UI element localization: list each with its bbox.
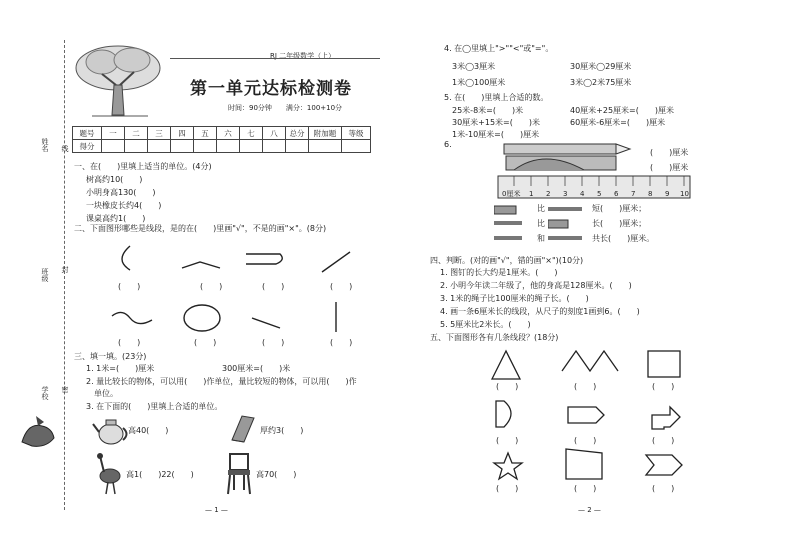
score-input[interactable] — [125, 140, 148, 153]
ostrich-label: 高1( )22( ) — [126, 470, 194, 479]
compare-icons — [494, 204, 554, 246]
compare-text: 长( )厘米； — [592, 219, 647, 228]
left-page-number: — 1 — — [205, 506, 228, 514]
q6-title: 6. — [444, 140, 452, 149]
score-input[interactable] — [148, 140, 171, 153]
judge-item: 3. 1米的绳子比100厘米的绳子长。( ) — [440, 294, 589, 303]
score-cell: 四 — [171, 127, 194, 140]
score-input[interactable] — [194, 140, 217, 153]
q1-item: 小明身高130( ) — [86, 188, 156, 197]
shapes-figure — [486, 345, 698, 495]
chair-illustration — [224, 452, 254, 496]
score-cell: 五 — [194, 127, 217, 140]
q2-answer-blank[interactable]: ( ) — [200, 282, 223, 291]
score-cell: 一 — [102, 127, 125, 140]
ruler-tick: 3 — [563, 190, 568, 198]
score-input[interactable] — [217, 140, 240, 153]
side-label-name: 姓名 — [41, 138, 49, 152]
judge-title: 四、判断。(对的画"√"，错的画"×")(10分) — [430, 256, 584, 265]
side-label-line: 线 — [61, 145, 69, 152]
score-cell: 得分 — [73, 140, 102, 153]
time-info: 时间：90分钟 满分：100+10分 — [228, 104, 343, 112]
q2-answer-blank[interactable]: ( ) — [262, 338, 285, 347]
teapot-illustration — [92, 414, 130, 446]
binding-line — [64, 40, 65, 510]
q1-title: 一、在( )里填上适当的单位。(4分) — [74, 162, 212, 171]
side-label-school: 学校 — [41, 386, 49, 400]
ostrich-illustration — [94, 452, 124, 496]
teapot-label: 高40( ) — [128, 426, 169, 435]
score-cell: 六 — [217, 127, 240, 140]
exam-title: 第一单元达标检测卷 — [190, 79, 352, 99]
side-label-class: 班级 — [41, 268, 49, 282]
shape-answer-blank[interactable]: ( ) — [574, 484, 597, 493]
side-label-secret: 密 — [61, 386, 69, 393]
score-cell: 七 — [240, 127, 263, 140]
compare-text: 比 — [537, 219, 545, 228]
shape-answer-blank[interactable]: ( ) — [496, 484, 519, 493]
shape-answer-blank[interactable]: ( ) — [574, 382, 597, 391]
score-input[interactable] — [102, 140, 125, 153]
score-cell: 三 — [148, 127, 171, 140]
mascot-illustration — [18, 414, 58, 450]
q5-title: 5. 在( )里填上合适的数。 — [444, 93, 549, 102]
ruler-tick: 0厘米 — [502, 190, 521, 198]
ruler-tick: 7 — [631, 190, 636, 198]
q5-item: 25米-8米=( )米 — [452, 106, 524, 115]
shape-answer-blank[interactable]: ( ) — [652, 436, 675, 445]
score-input[interactable] — [342, 140, 371, 153]
q5-shapes-title: 五、下面图形各有几条线段？(18分) — [430, 333, 559, 342]
q1-item: 课桌高约1( ) — [86, 214, 146, 223]
shape-answer-blank[interactable]: ( ) — [496, 436, 519, 445]
q5-item: 1米-10厘米=( )厘米 — [452, 130, 540, 139]
score-header-row — [73, 127, 371, 140]
q4-item: 1米◯100厘米 — [452, 78, 506, 87]
ruler-tick: 2 — [546, 190, 551, 198]
ruler-length: ( )厘米 — [650, 163, 689, 172]
q3-line1a: 1. 1米=( )厘米 — [86, 364, 155, 373]
q4-item: 30厘米◯29厘米 — [570, 62, 632, 71]
judge-item: 2. 小明今年读二年级了，他的身高是128厘米。( ) — [440, 281, 632, 290]
q2-answer-blank[interactable]: ( ) — [118, 338, 141, 347]
q3-line3: 3. 在下面的( )里填上合适的单位。 — [86, 402, 223, 411]
score-input[interactable] — [263, 140, 286, 153]
book-illustration — [228, 414, 256, 444]
judge-item: 1. 图钉的长大约是1厘米。( ) — [440, 268, 558, 277]
ruler-tick: 6 — [614, 190, 619, 198]
judge-item: 4. 画一条6厘米长的线段，从尺子的刻度1画到6。( ) — [440, 307, 640, 316]
header-rule — [170, 58, 380, 59]
q5-item: 40厘米+25厘米=( )厘米 — [570, 106, 675, 115]
compare-text: 共长( )厘米。 — [592, 234, 655, 243]
score-cell: 题号 — [73, 127, 102, 140]
q4-item: 3米◯3厘米 — [452, 62, 496, 71]
right-page-number: — 2 — — [578, 506, 601, 514]
shape-answer-blank[interactable]: ( ) — [652, 484, 675, 493]
ruler-tick: 9 — [665, 190, 670, 198]
ruler-tick: 5 — [597, 190, 602, 198]
ruler-tick: 8 — [648, 190, 653, 198]
q5-item: 30厘米+15米=( )米 — [452, 118, 541, 127]
q3-line1b: 300厘米=( )米 — [222, 364, 291, 373]
compare-text: 比 — [537, 204, 545, 213]
q2-answer-blank[interactable]: ( ) — [194, 338, 217, 347]
score-table — [72, 126, 371, 153]
shape-answer-blank[interactable]: ( ) — [574, 436, 597, 445]
q3-title: 三、填一填。(23分) — [74, 352, 147, 361]
book-label: 厚约3( ) — [260, 426, 304, 435]
side-label-seal: 封 — [61, 266, 69, 273]
score-input[interactable] — [240, 140, 263, 153]
ruler-tick: 10 — [680, 190, 689, 198]
ruler-tick: 1 — [529, 190, 534, 198]
q2-title: 二、下面图形哪些是线段，是的在( )里画"√"，不是的画"×"。(8分) — [74, 224, 327, 233]
score-input[interactable] — [171, 140, 194, 153]
score-cell: 总分 — [286, 127, 309, 140]
compare-text: 和 — [537, 234, 545, 243]
book-header: RJ 二年级数学（上） — [270, 52, 336, 60]
chair-label: 高70( ) — [256, 470, 297, 479]
compare-text: 短( )厘米； — [592, 204, 647, 213]
q3-line2: 2. 量比较长的物体，可以用( )作单位，量比较短的物体，可以用( )作 — [86, 377, 357, 386]
q5-item: 60厘米-6厘米=( )厘米 — [570, 118, 666, 127]
score-cell: 等级 — [342, 127, 371, 140]
q1-item: 树高约10( ) — [86, 175, 143, 184]
judge-item: 5. 5厘米比2米长。( ) — [440, 320, 531, 329]
compare-icons-2 — [548, 204, 584, 246]
q2-answer-blank[interactable]: ( ) — [118, 282, 141, 291]
q2-answer-blank[interactable]: ( ) — [330, 282, 353, 291]
q4-title: 4. 在◯里填上">""<"或"="。 — [444, 44, 554, 53]
q3-line2b: 单位。 — [94, 389, 118, 398]
score-input[interactable] — [309, 140, 342, 153]
q1-item: 一块橡皮长约4( ) — [86, 201, 162, 210]
q4-item: 3米◯2米75厘米 — [570, 78, 632, 87]
ruler-tick: 4 — [580, 190, 585, 198]
q2-answer-blank[interactable]: ( ) — [262, 282, 285, 291]
tree-illustration — [72, 40, 164, 122]
score-value-row — [73, 140, 371, 153]
shape-answer-blank[interactable]: ( ) — [652, 382, 675, 391]
score-cell: 二 — [125, 127, 148, 140]
score-cell: 附加题 — [309, 127, 342, 140]
score-cell: 八 — [263, 127, 286, 140]
score-input[interactable] — [286, 140, 309, 153]
shape-answer-blank[interactable]: ( ) — [496, 382, 519, 391]
q2-answer-blank[interactable]: ( ) — [330, 338, 353, 347]
pencil-length: ( )厘米 — [650, 148, 689, 157]
